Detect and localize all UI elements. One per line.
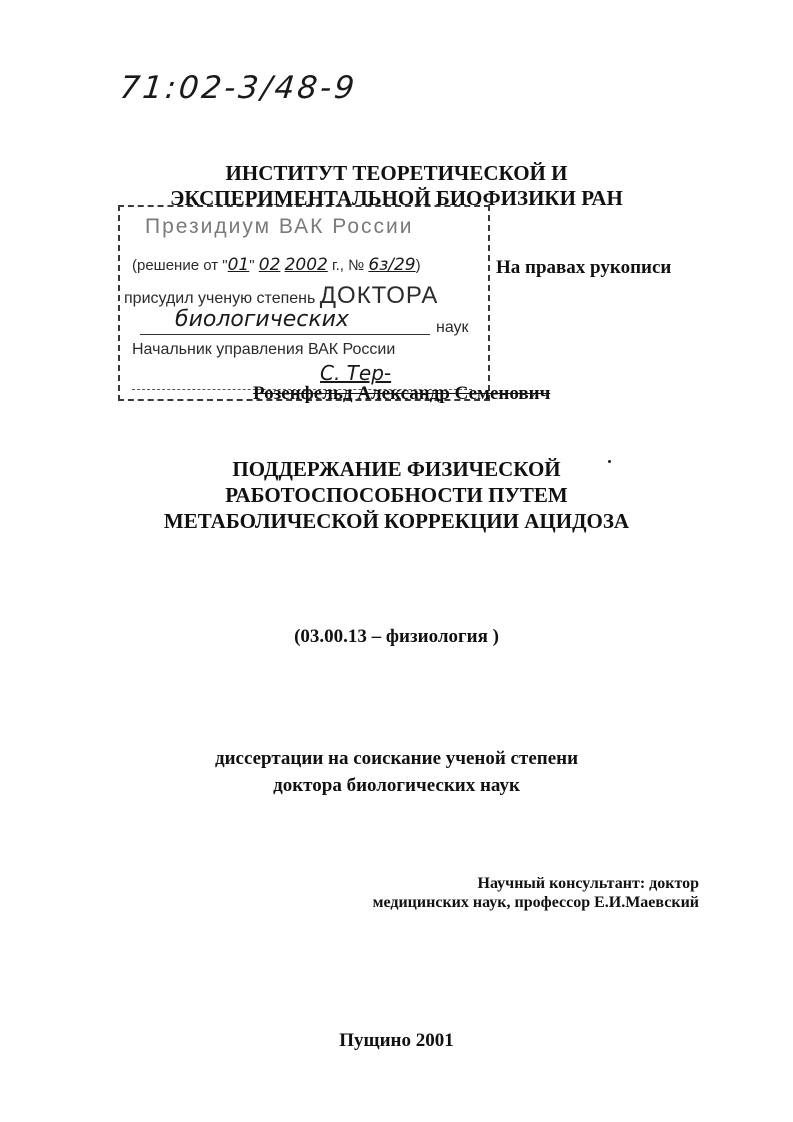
stamp-decision-number: 6з/29: [368, 255, 416, 275]
stamp-degree: ДОКТОРА: [319, 282, 439, 309]
stamp-awarded-label: присудил ученую степень: [124, 290, 316, 307]
stamp-decision-row: [132, 255, 421, 275]
stamp-field-suffix: наук: [436, 319, 469, 336]
stamp-decision-prefix: (решение от ": [132, 257, 228, 274]
stamp-decision-day: 01: [227, 255, 250, 275]
degree-purpose-line-2: доктора биологических наук: [273, 775, 520, 796]
stamp-degree-row: [124, 282, 438, 310]
stamp-decision-suffix: ): [415, 257, 421, 274]
degree-purpose-line-1: диссертации на соискание ученой степени: [214, 748, 579, 769]
consultant-line-2: медицинских наук, профессор Е.И.Маевский: [372, 894, 699, 911]
stamp-head-title: Начальник управления ВАК России: [132, 341, 396, 358]
dissertation-title-line-2: РАБОТОСПОСОБНОСТИ ПУТЕМ: [225, 483, 568, 507]
institute-name-line-2: ЭКСПЕРИМЕНТАЛЬНОЙ БИОФИЗИКИ РАН: [170, 186, 623, 210]
stamp-field-underline: [140, 334, 430, 335]
scan-speck: [608, 460, 611, 463]
institute-name-line-1: ИНСТИТУТ ТЕОРЕТИЧЕСКОЙ И: [225, 161, 568, 185]
author-name: [253, 383, 550, 405]
stamp-decision-year: 2002: [284, 255, 328, 275]
handwritten-registration-number: 71:02-3/48-9: [118, 70, 359, 106]
vak-approval-stamp: [118, 205, 490, 401]
author-name-text: Розенфельд Александр Семенович: [253, 383, 551, 404]
consultant-line-1: Научный консультант: доктор: [477, 875, 699, 892]
stamp-title: Президиум ВАК России: [145, 215, 414, 238]
stamp-field-handwritten: биологических: [175, 307, 349, 332]
dissertation-title-line-1: ПОДДЕРЖАНИЕ ФИЗИЧЕСКОЙ: [232, 457, 561, 481]
stamp-decision-mid: г., №: [332, 257, 365, 274]
stamp-decision-month: 02: [258, 255, 281, 275]
specialty-code: (03.00.13 – физиология ): [294, 626, 499, 647]
manuscript-rights-note: На правах рукописи: [496, 257, 672, 278]
city-year: Пущино 2001: [339, 1030, 454, 1051]
dissertation-title-line-3: МЕТАБОЛИЧЕСКОЙ КОРРЕКЦИИ АЦИДОЗА: [163, 509, 630, 533]
stamp-signature: С. Тер-: [320, 361, 392, 385]
stamp-decision-sep: ": [249, 257, 255, 274]
